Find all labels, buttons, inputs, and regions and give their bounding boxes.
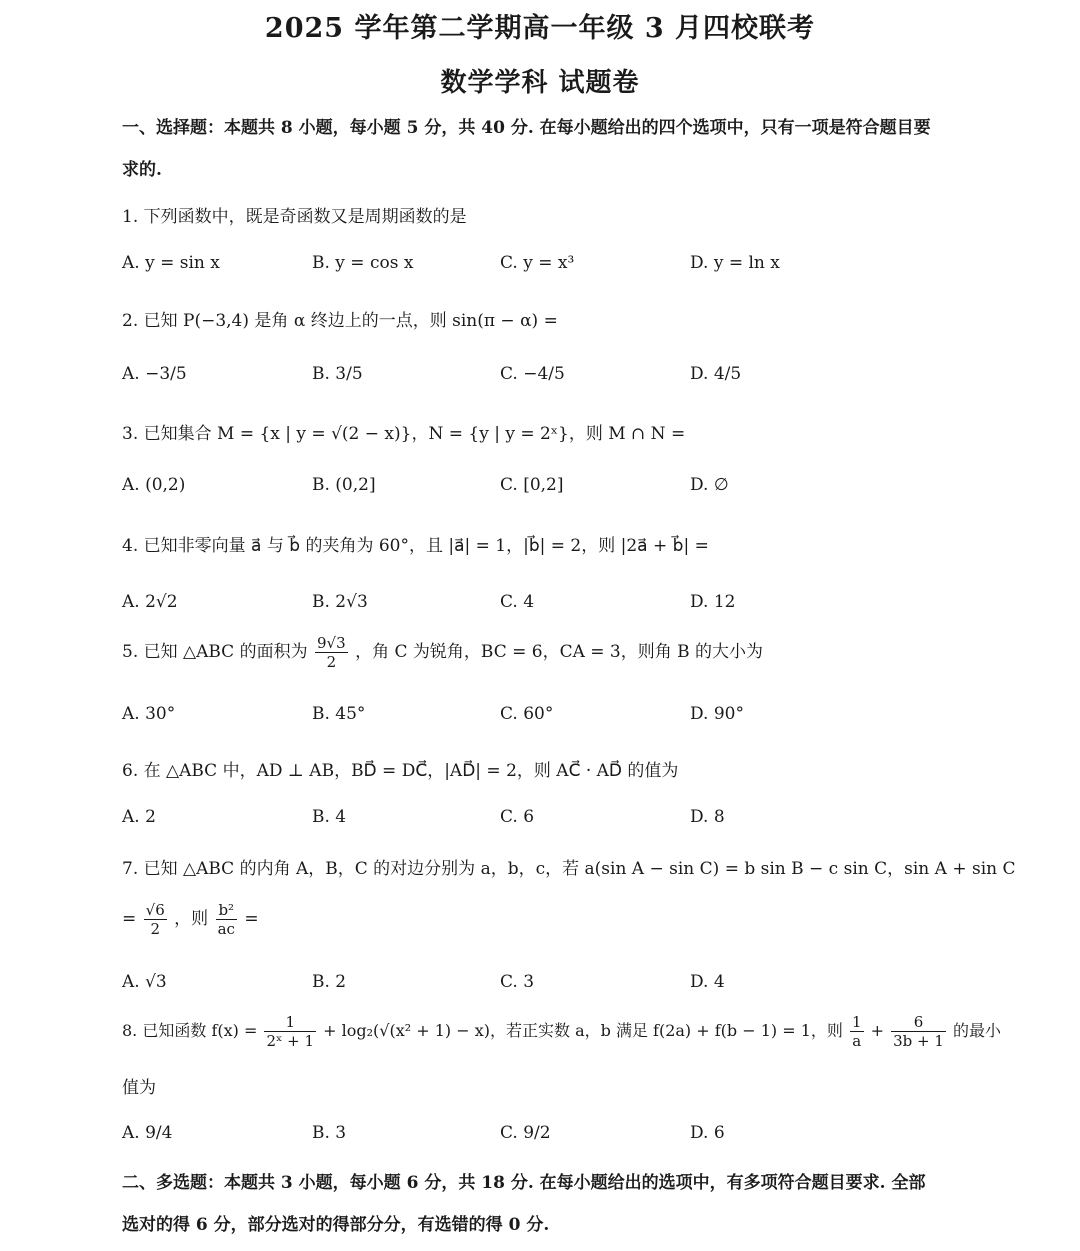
option-c: C. [0,2] <box>500 475 564 495</box>
option-d: D. y = ln x <box>690 253 780 273</box>
fraction-denominator: 3b + 1 <box>893 1032 944 1050</box>
section-2-line-2: 选对的得 6 分，部分选对的得部分分，有选错的得 0 分. <box>122 1215 550 1235</box>
section-1-line-1: 一、选择题：本题共 8 小题，每小题 5 分，共 40 分. 在每小题给出的四个选项中，只有一项是符合题目要 <box>122 118 931 138</box>
sine-sum-fraction <box>144 901 167 938</box>
option-b: B. (0,2] <box>312 475 376 495</box>
fraction-numerator: 1 <box>264 1013 316 1032</box>
option-a: A. 30° <box>122 704 176 724</box>
stem-text: ，则 <box>174 909 209 929</box>
option-b: B. 2√3 <box>312 592 368 612</box>
fraction-numerator: √6 <box>145 901 165 919</box>
option-b: B. 2 <box>312 972 347 992</box>
option-d: D. 8 <box>690 807 725 827</box>
option-c: C. y = x³ <box>500 253 575 273</box>
stem-text: ，角 C 为锐角，BC = 6，CA = 3，则角 B 的大小为 <box>355 642 764 662</box>
option-c: C. 60° <box>500 704 554 724</box>
option-a: A. 2√2 <box>122 592 178 612</box>
question-7-stem: 7. 已知 △ABC 的内角 A，B，C 的对边分别为 a，b，c，若 a(sin A − sin C) = b sin B − c sin C，sin A + sin C <box>122 859 1016 879</box>
question-3-stem: 3. 已知集合 M = {x | y = √(2 − x)}，N = {y | y = 2ˣ}，则 M ∩ N = <box>122 424 686 444</box>
question-7-stem-line-2 <box>122 901 1022 938</box>
function-fraction <box>264 1013 316 1050</box>
option-c: C. 9/2 <box>500 1123 551 1143</box>
option-c: C. 6 <box>500 807 535 827</box>
option-c: C. 4 <box>500 592 535 612</box>
question-2-stem: 2. 已知 P(−3,4) 是角 α 终边上的一点，则 sin(π − α) = <box>122 311 558 331</box>
option-d: D. 4/5 <box>690 364 742 384</box>
option-b: B. 4 <box>312 807 347 827</box>
ratio-fraction <box>216 901 237 938</box>
question-1-stem: 1. 下列函数中，既是奇函数又是周期函数的是 <box>122 207 467 227</box>
stem-text: 8. 已知函数 f(x) = <box>122 1021 258 1040</box>
option-d: D. 6 <box>690 1123 725 1143</box>
option-c: C. −4/5 <box>500 364 565 384</box>
option-d: D. ∅ <box>690 475 729 495</box>
fraction-numerator: 1 <box>852 1013 862 1031</box>
question-4-stem: 4. 已知非零向量 a⃗ 与 b⃗ 的夹角为 60°，且 |a⃗| = 1，|b⃗| = 2，则 |2a⃗ + b⃗| = <box>122 536 709 556</box>
option-a: A. −3/5 <box>122 364 187 384</box>
question-8-stem <box>122 1013 1022 1050</box>
stem-text: + <box>870 1021 885 1040</box>
option-a: A. y = sin x <box>122 253 220 273</box>
option-a: A. √3 <box>122 972 167 992</box>
exam-title: 2025 学年第二学期高一年级 3 月四校联考 <box>264 13 816 44</box>
fraction-numerator: 6 <box>891 1013 946 1032</box>
fraction-numerator: b² <box>216 901 237 920</box>
option-b: B. 3/5 <box>312 364 363 384</box>
option-b: B. 3 <box>312 1123 347 1143</box>
stem-text: = <box>244 909 259 929</box>
stem-text: 5. 已知 △ABC 的面积为 <box>122 642 308 662</box>
option-d: D. 12 <box>690 592 736 612</box>
fraction-denominator: ac <box>217 920 235 938</box>
exam-subtitle: 数学学科 试题卷 <box>440 68 640 98</box>
option-b: B. y = cos x <box>312 253 414 273</box>
option-a: A. 2 <box>122 807 156 827</box>
question-6-stem: 6. 在 △ABC 中，AD ⊥ AB，BD⃗ = DC⃗，|AD⃗| = 2，则 AC⃗ · AD⃗ 的值为 <box>122 761 679 781</box>
reciprocal-a-fraction <box>850 1013 864 1050</box>
section-1-instructions <box>122 107 1012 191</box>
option-a: A. 9/4 <box>122 1123 173 1143</box>
option-d: D. 90° <box>690 704 744 724</box>
option-b: B. 45° <box>312 704 366 724</box>
fraction-denominator: 2ˣ + 1 <box>266 1032 315 1050</box>
fraction-denominator: 2 <box>150 920 160 938</box>
fraction-denominator: a <box>852 1032 862 1050</box>
section-1-line-2: 求的. <box>122 160 162 180</box>
stem-text: 的最小 <box>953 1021 1002 1040</box>
question-8-stem-line-2: 值为 <box>122 1078 156 1098</box>
option-c: C. 3 <box>500 972 535 992</box>
option-d: D. 4 <box>690 972 725 992</box>
fraction-denominator: 2 <box>326 653 337 671</box>
section-2-instructions <box>122 1162 1012 1246</box>
stem-text: = <box>122 909 137 929</box>
option-a: A. (0,2) <box>122 475 186 495</box>
question-5-stem <box>122 634 1022 671</box>
six-over-fraction <box>891 1013 946 1050</box>
fraction-numerator: 9√3 <box>317 634 346 652</box>
area-fraction <box>315 634 348 671</box>
section-2-line-1: 二、多选题：本题共 3 小题，每小题 6 分，共 18 分. 在每小题给出的选项中，有多项符合题目要求. 全部 <box>122 1173 926 1193</box>
stem-text: + log₂(√(x² + 1) − x)，若正实数 a，b 满足 f(2a) + f(b − 1) = 1，则 <box>323 1021 843 1040</box>
